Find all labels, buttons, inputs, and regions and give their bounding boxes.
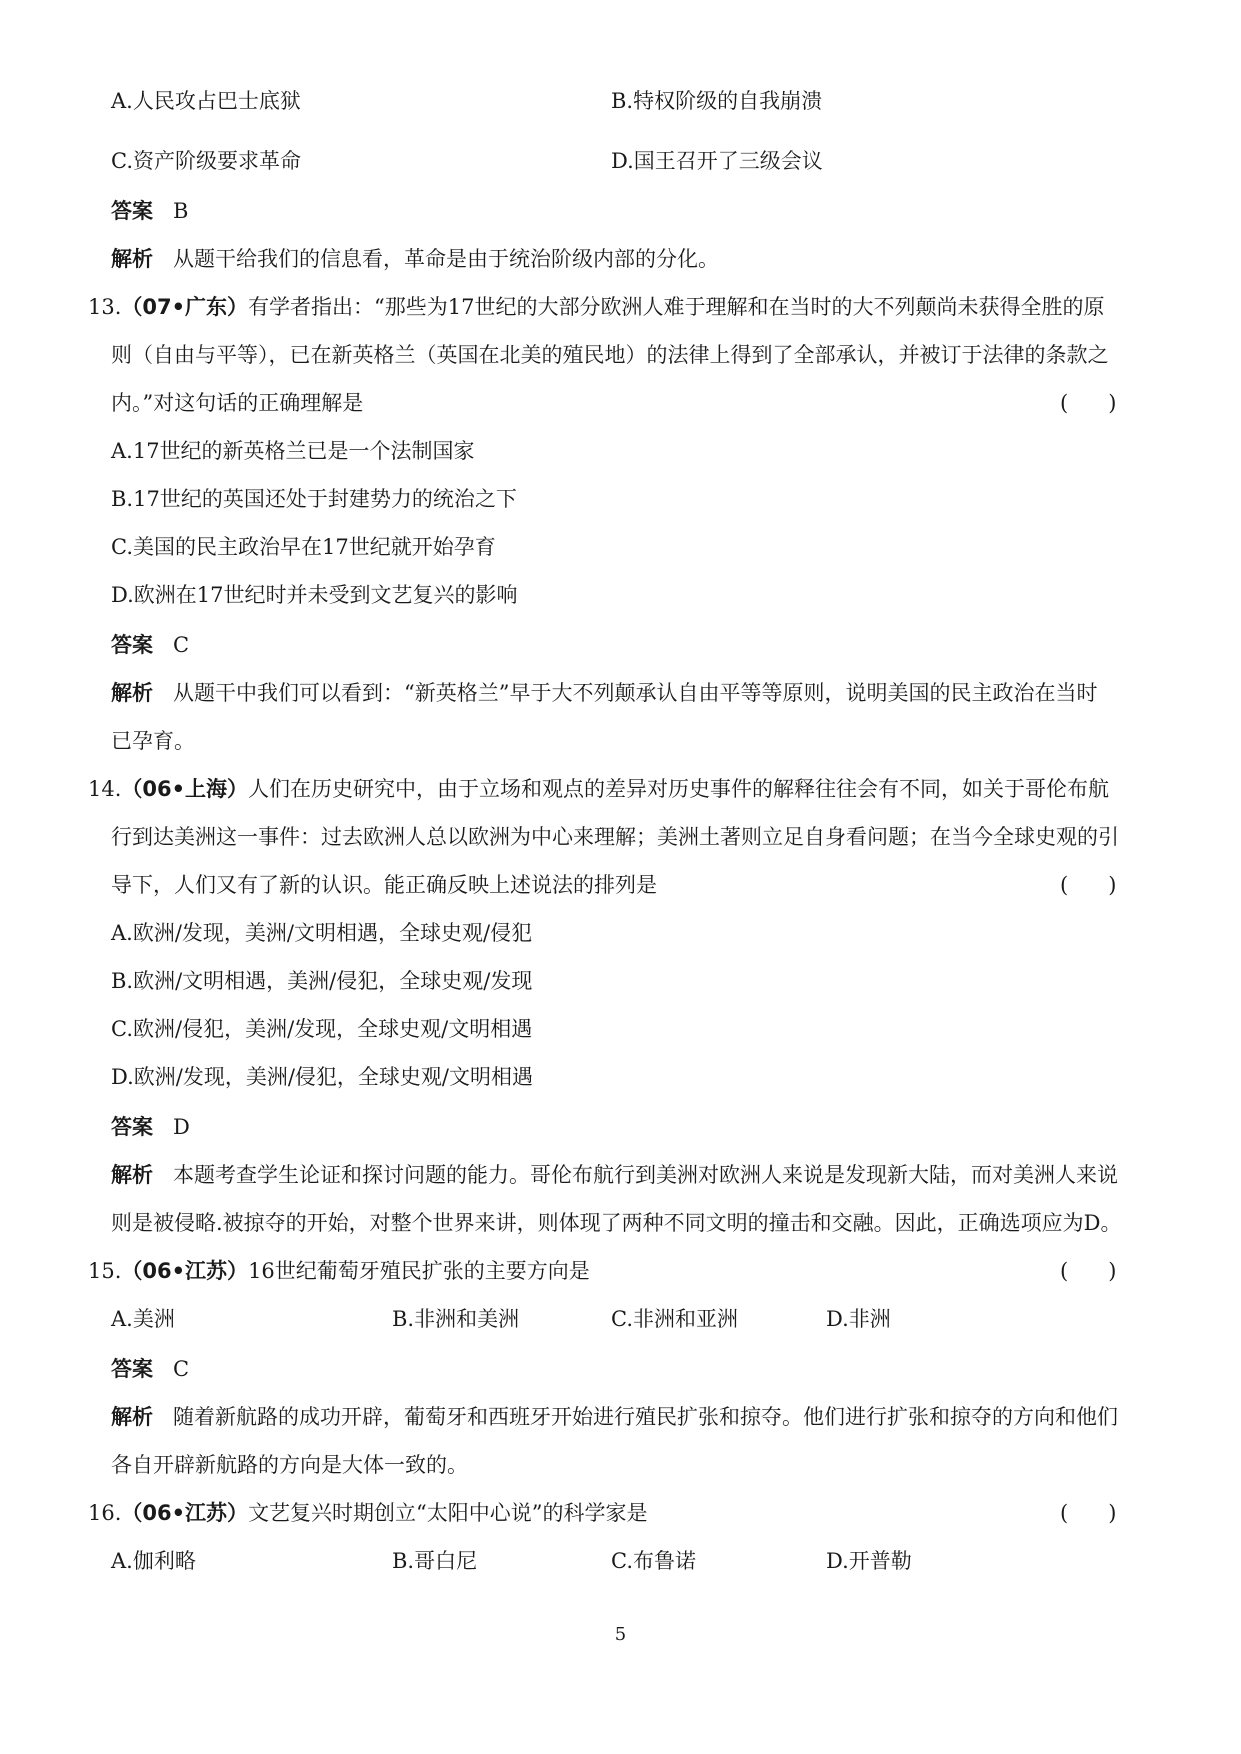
q13-option-c: C.美国的民主政治早在17世纪就开始孕育 <box>111 535 496 559</box>
analysis-label: 解析 <box>111 247 153 271</box>
answer-value: B <box>173 199 189 223</box>
q13-analysis-line-1 <box>111 678 1098 708</box>
q13-answer-line <box>111 630 189 660</box>
q14-analysis-line-1 <box>111 1160 1118 1190</box>
q12-option-b: B.特权阶级的自我崩溃 <box>611 89 823 113</box>
analysis-text: 从题干给我们的信息看，革命是由于统治阶级内部的分化。 <box>173 247 720 271</box>
q12-answer-line <box>111 196 188 226</box>
q14-stem-line-2: 行到达美洲这一事件：过去欧洲人总以欧洲为中心来理解；美洲土著则立足自身看问题；在当今全球史观的引 <box>111 825 1119 849</box>
q15-option-d: D.非洲 <box>826 1307 891 1331</box>
q15-option-a: A.美洲 <box>111 1307 175 1331</box>
q12-option-d: D.国王召开了三级会议 <box>611 149 823 173</box>
q13-stem-line-2: 则（自由与平等），已在新英格兰（英国在北美的殖民地）的法律上得到了全部承认，并被订于法律的条款之 <box>111 343 1109 367</box>
q15-analysis-line-1 <box>111 1402 1118 1432</box>
q13-analysis-line-2: 已孕育。 <box>111 729 195 753</box>
q16-stem-line <box>88 1498 648 1528</box>
q13-stem-line-1 <box>88 292 1105 322</box>
q16-option-d: D.开普勒 <box>826 1549 912 1573</box>
q12-option-a: A.人民攻占巴士底狱 <box>111 89 301 113</box>
q14-stem-line-3: 导下，人们又有了新的认识。能正确反映上述说法的排列是 <box>111 873 657 897</box>
answer-label: 答案 <box>111 633 153 657</box>
q13-option-b: B.17世纪的英国还处于封建势力的统治之下 <box>111 487 517 511</box>
q14-option-c: C.欧洲/侵犯，美洲/发现，全球史观/文明相遇 <box>111 1017 533 1041</box>
q14-analysis-line-2: 则是被侵略.被掠夺的开始，对整个世界来讲，则体现了两种不同文明的撞击和交融。因此，正确选项应为D。 <box>111 1211 1122 1235</box>
q15-option-b: B.非洲和美洲 <box>392 1307 520 1331</box>
q14-stem-line-1 <box>88 774 1109 804</box>
q13-option-d: D.欧洲在17世纪时并未受到文艺复兴的影响 <box>111 583 518 607</box>
question-number: 14. <box>88 777 122 801</box>
q15-analysis-line-2: 各自开辟新航路的方向是大体一致的。 <box>111 1453 468 1477</box>
question-number: 16. <box>88 1501 122 1525</box>
q15-answer-line <box>111 1354 189 1384</box>
q14-answer-line <box>111 1112 190 1142</box>
question-number: 13. <box>88 295 122 319</box>
q16-option-b: B.哥白尼 <box>392 1549 478 1573</box>
analysis-label: 解析 <box>111 681 153 705</box>
answer-label: 答案 <box>111 199 153 223</box>
answer-value: C <box>173 633 190 657</box>
answer-label: 答案 <box>111 1357 153 1381</box>
q12-analysis-line <box>111 244 719 274</box>
stem-text: 人们在历史研究中，由于立场和观点的差异对历史事件的解释往往会有不同，如关于哥伦布航 <box>248 777 1110 801</box>
question-source: （06•上海） <box>121 777 249 801</box>
analysis-text: 本题考查学生论证和探讨问题的能力。哥伦布航行到美洲对欧洲人来说是发现新大陆，而对美洲人来说 <box>173 1163 1119 1187</box>
question-source: （06•江苏） <box>121 1259 249 1283</box>
answer-value: C <box>173 1357 190 1381</box>
analysis-text: 随着新航路的成功开辟，葡萄牙和西班牙开始进行殖民扩张和掠夺。他们进行扩张和掠夺的方向和他们 <box>173 1405 1119 1429</box>
question-source: （07•广东） <box>121 295 249 319</box>
q16-option-c: C.布鲁诺 <box>611 1549 696 1573</box>
stem-text: 有学者指出：“那些为17世纪的大部分欧洲人难于理解和在当时的大不列颠尚未获得全胜的原 <box>248 295 1105 319</box>
q16-answer-blank: ( ) <box>1060 1501 1117 1525</box>
q12-option-c: C.资产阶级要求革命 <box>111 149 301 173</box>
q15-stem-line <box>88 1256 590 1286</box>
answer-label: 答案 <box>111 1115 153 1139</box>
question-number: 15. <box>88 1259 122 1283</box>
page-number: 5 <box>614 1624 627 1645</box>
analysis-label: 解析 <box>111 1163 153 1187</box>
q14-answer-blank: ( ) <box>1060 873 1117 897</box>
q16-option-a: A.伽利略 <box>111 1549 196 1573</box>
analysis-label: 解析 <box>111 1405 153 1429</box>
answer-value: D <box>173 1115 190 1139</box>
stem-text: 16世纪葡萄牙殖民扩张的主要方向是 <box>248 1259 590 1283</box>
q14-option-b: B.欧洲/文明相遇，美洲/侵犯，全球史观/发现 <box>111 969 533 993</box>
q14-option-d: D.欧洲/发现，美洲/侵犯，全球史观/文明相遇 <box>111 1065 533 1089</box>
stem-text: 文艺复兴时期创立“太阳中心说”的科学家是 <box>248 1501 648 1525</box>
q13-answer-blank: ( ) <box>1060 391 1117 415</box>
q14-option-a: A.欧洲/发现，美洲/文明相遇，全球史观/侵犯 <box>111 921 533 945</box>
q15-option-c: C.非洲和亚洲 <box>611 1307 738 1331</box>
question-source: （06•江苏） <box>121 1501 249 1525</box>
analysis-text: 从题干中我们可以看到：“新英格兰”早于大不列颠承认自由平等等原则，说明美国的民主政治在当时 <box>173 681 1098 705</box>
q13-stem-line-3: 内。”对这句话的正确理解是 <box>111 391 364 415</box>
q15-answer-blank: ( ) <box>1060 1259 1117 1283</box>
q13-option-a: A.17世纪的新英格兰已是一个法制国家 <box>111 439 475 463</box>
